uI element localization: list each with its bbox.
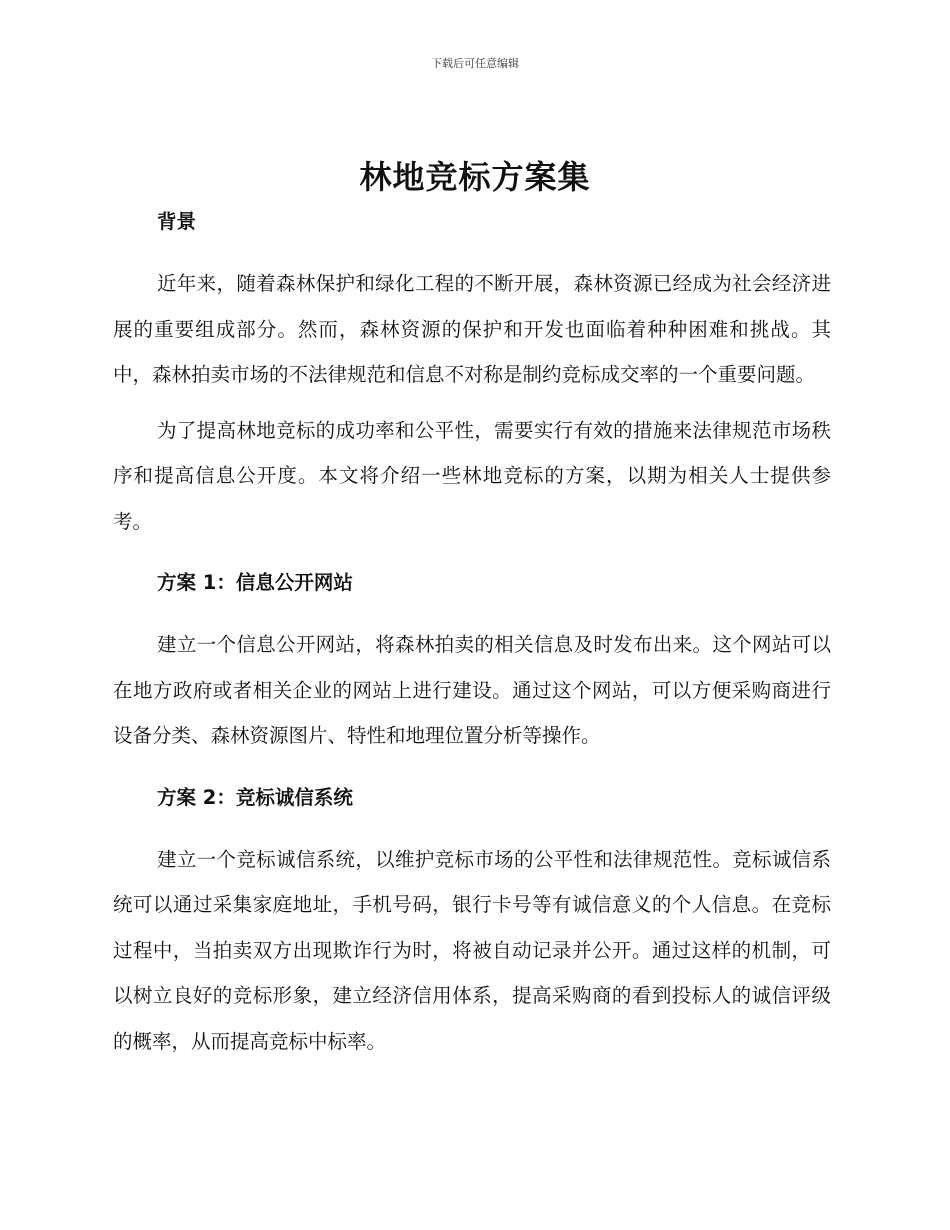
paragraph-plan-1: 建立一个信息公开网站，将森林拍卖的相关信息及时发布出来。这个网站可以在地方政府或者相关企业的网站上进行建设。通过这个网站，可以方便采购商进行设备分类、森林资源图片、特性和地理位置分析等操作。 <box>113 633 831 747</box>
paragraph-background-1: 近年来，随着森林保护和绿化工程的不断开展，森林资源已经成为社会经济进展的重要组成部分。然而，森林资源的保护和开发也面临着种种困难和挑战。其中，森林拍卖市场的不法律规范和信息不对称是制约竞标成交率的一个重要问题。 <box>113 272 831 386</box>
section-heading-plan-1: 方案 1：信息公开网站 <box>157 571 353 594</box>
section-heading-plan-2: 方案 2：竞标诚信系统 <box>157 785 353 809</box>
document-body <box>113 205 831 1074</box>
document-title: 林地竞标方案集 <box>359 158 591 196</box>
header-note: 下载后可任意编辑 <box>431 57 519 70</box>
section-heading-background: 背景 <box>157 210 197 233</box>
paragraph-background-2: 为了提高林地竞标的成功率和公平性，需要实行有效的措施来法律规范市场秩序和提高信息公开度。本文将介绍一些林地竞标的方案，以期为相关人士提供参考。 <box>113 418 831 533</box>
paragraph-plan-2: 建立一个竞标诚信系统，以维护竞标市场的公平性和法律规范性。竞标诚信系统可以通过采集家庭地址，手机号码，银行卡号等有诚信意义的个人信息。在竞标过程中，当拍卖双方出现欺诈行为时，将被自动记录并公开。通过这样的机制，可以树立良好的竞标形象，建立经济信用体系，提高采购商的看到投标人的诚信评级的概率，从而提高竞标中标率。 <box>113 847 831 1053</box>
